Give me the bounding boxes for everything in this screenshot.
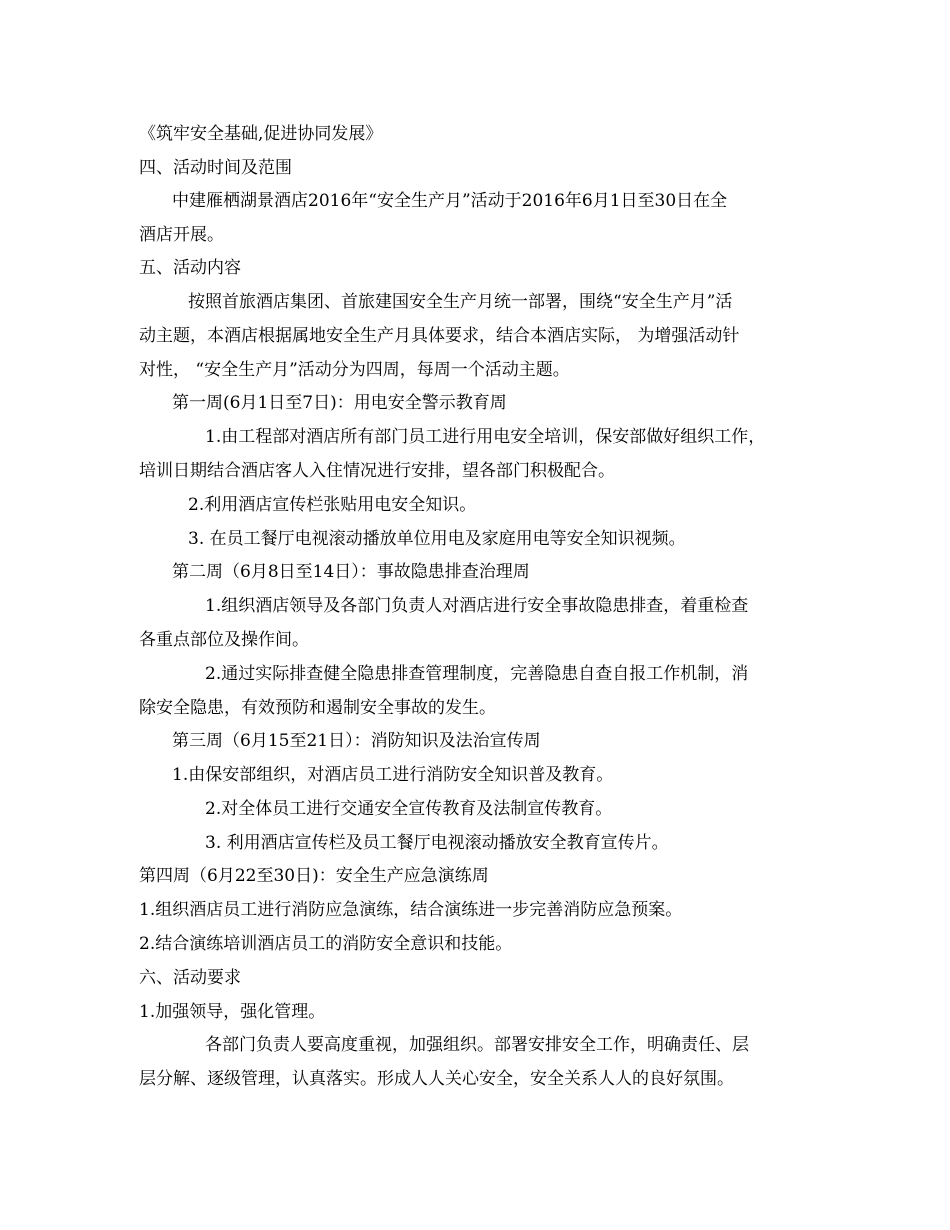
paragraph-line: 动主题，本酒店根据属地安全生产月具体要求，结合本酒店实际， 为增强活动针 [139,326,740,346]
paragraph-line: 中建雁栖湖景酒店2016年“安全生产月”活动于2016年6月1日至30日在全 [172,191,728,211]
week-heading: 第二周（6月8日至14日）：事故隐患排查治理周 [172,562,530,582]
section-heading: 四、活动时间及范围 [139,158,292,178]
list-item: 各重点部位及操作间。 [139,630,309,650]
list-item: 2.结合演练培训酒店员工的消防安全意识和技能。 [139,934,513,954]
document-line: 《筑牢安全基础,促进协同发展》 [139,124,383,144]
list-item: 1.由工程部对酒店所有部门员工进行用电安全培训，保安部做好组织工作， [205,427,766,447]
week-heading: 第四周（6月22至30日)：安全生产应急演练周 [139,866,489,886]
paragraph-line: 按照首旅酒店集团、首旅建国安全生产月统一部署，围绕“安全生产月”活 [188,292,733,312]
paragraph-line: 酒店开展。 [139,225,224,245]
list-item: 1.组织酒店领导及各部门负责人对酒店进行安全事故隐患排查，着重检查 [205,596,749,616]
list-item: 2.利用酒店宣传栏张贴用电安全知识。 [188,495,477,515]
list-item: 3. 在员工餐厅电视滚动播放单位用电及家庭用电等安全知识视频。 [188,529,686,549]
list-item: 2.对全体员工进行交通安全宣传教育及法制宣传教育。 [205,799,613,819]
section-heading: 六、活动要求 [139,968,241,988]
paragraph-line: 层分解、逐级管理，认真落实。形成人人关心安全，安全关系人人的良好氛围。 [139,1069,734,1089]
list-item: 培训日期结合酒店客人入住情况进行安排，望各部门积极配合。 [139,461,615,481]
list-item: 1.由保安部组织，对酒店员工进行消防安全知识普及教育。 [172,765,614,785]
section-heading: 五、活动内容 [139,258,241,278]
list-item: 1.组织酒店员工进行消防应急演练，结合演练进一步完善消防应急预案。 [139,900,683,920]
week-heading: 第三周（6月15至21日）：消防知识及法治宣传周 [172,731,541,751]
paragraph-line: 各部门负责人要高度重视，加强组织。部署安排安全工作，明确责任、层 [205,1035,749,1055]
list-item: 2.通过实际排查健全隐患排查管理制度，完善隐患自查自报工作机制，消 [205,664,749,684]
week-heading: 第一周(6月1日至7日)：用电安全警示教育周 [172,393,507,413]
paragraph-line: 对性， “安全生产月”活动分为四周，每周一个活动主题。 [139,360,570,380]
list-item: 1.加强领导，强化管理。 [139,1002,326,1022]
list-item: 3. 利用酒店宣传栏及员工餐厅电视滚动播放安全教育宣传片。 [205,833,669,853]
list-item: 除安全隐患，有效预防和遏制安全事故的发生。 [139,698,496,718]
